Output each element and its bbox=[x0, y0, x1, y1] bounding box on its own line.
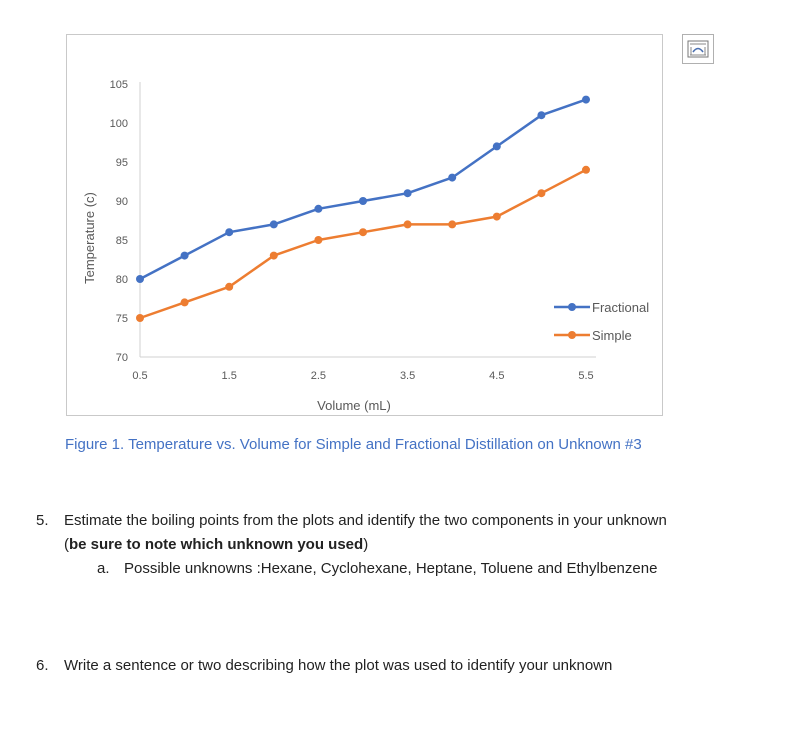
line-chart bbox=[67, 35, 664, 417]
question-6-text: Write a sentence or two describing how the plot was used to identify your unknown bbox=[64, 657, 613, 674]
data-point-fractional bbox=[537, 111, 545, 119]
question-5-number: 5. bbox=[36, 512, 49, 529]
data-point-simple bbox=[181, 298, 189, 306]
data-point-simple bbox=[582, 166, 590, 174]
series-line-fractional bbox=[140, 100, 586, 279]
data-point-simple bbox=[314, 236, 322, 244]
question-5a-letter: a. bbox=[97, 560, 110, 577]
y-tick-label: 105 bbox=[109, 79, 128, 91]
y-tick-label: 75 bbox=[115, 313, 128, 325]
legend-marker-fractional bbox=[568, 303, 576, 311]
x-tick-label: 4.5 bbox=[489, 370, 505, 382]
y-tick-label: 90 bbox=[115, 196, 128, 208]
chart-series-lines bbox=[140, 100, 586, 318]
data-point-fractional bbox=[181, 252, 189, 260]
embedded-object-icon[interactable] bbox=[682, 34, 714, 64]
x-tick-label: 1.5 bbox=[221, 370, 237, 382]
question-5-text: Estimate the boiling points from the plots and identify the two components in your unknown bbox=[64, 512, 667, 529]
data-point-simple bbox=[404, 220, 412, 228]
data-point-fractional bbox=[582, 96, 590, 104]
y-tick-label: 100 bbox=[109, 118, 128, 130]
data-point-fractional bbox=[404, 189, 412, 197]
y-axis-title: Temperature (c) bbox=[82, 192, 97, 284]
data-point-fractional bbox=[493, 142, 501, 150]
chart-axes bbox=[140, 82, 596, 357]
data-point-fractional bbox=[136, 275, 144, 283]
question-5a-text: Possible unknowns :Hexane, Cyclohexane, Heptane, Toluene and Ethylbenzene bbox=[124, 560, 658, 577]
x-tick-label: 0.5 bbox=[132, 370, 148, 382]
data-point-simple bbox=[225, 283, 233, 291]
data-point-fractional bbox=[270, 220, 278, 228]
y-tick-label: 95 bbox=[115, 157, 128, 169]
data-point-fractional bbox=[225, 228, 233, 236]
chart-tick-labels bbox=[110, 79, 594, 382]
question-6-number: 6. bbox=[36, 657, 49, 674]
chart-frame bbox=[66, 34, 663, 416]
y-tick-label: 70 bbox=[115, 352, 128, 364]
data-point-simple bbox=[270, 252, 278, 260]
data-point-fractional bbox=[448, 174, 456, 182]
chart-object-icon bbox=[683, 35, 713, 63]
chart-legend bbox=[554, 300, 649, 343]
data-point-fractional bbox=[314, 205, 322, 213]
legend-label-simple: Simple bbox=[592, 328, 632, 343]
figure-caption: Figure 1. Temperature vs. Volume for Simple and Fractional Distillation on Unknown #3 bbox=[65, 436, 642, 453]
legend-label-fractional: Fractional bbox=[592, 300, 650, 315]
question-5-note: (be sure to note which unknown you used) bbox=[64, 536, 369, 553]
x-tick-label: 3.5 bbox=[399, 370, 416, 382]
data-point-simple bbox=[448, 220, 456, 228]
x-tick-label: 2.5 bbox=[310, 370, 327, 382]
y-tick-label: 85 bbox=[115, 235, 128, 247]
data-point-simple bbox=[359, 228, 367, 236]
legend-marker-simple bbox=[568, 331, 576, 339]
data-point-simple bbox=[493, 213, 501, 221]
data-point-simple bbox=[136, 314, 144, 322]
y-tick-label: 80 bbox=[115, 274, 128, 286]
question-5-note-bold: be sure to note which unknown you used bbox=[69, 536, 364, 553]
x-tick-label: 5.5 bbox=[578, 370, 594, 382]
data-point-fractional bbox=[359, 197, 367, 205]
x-axis-title: Volume (mL) bbox=[317, 398, 391, 413]
data-point-simple bbox=[537, 189, 545, 197]
